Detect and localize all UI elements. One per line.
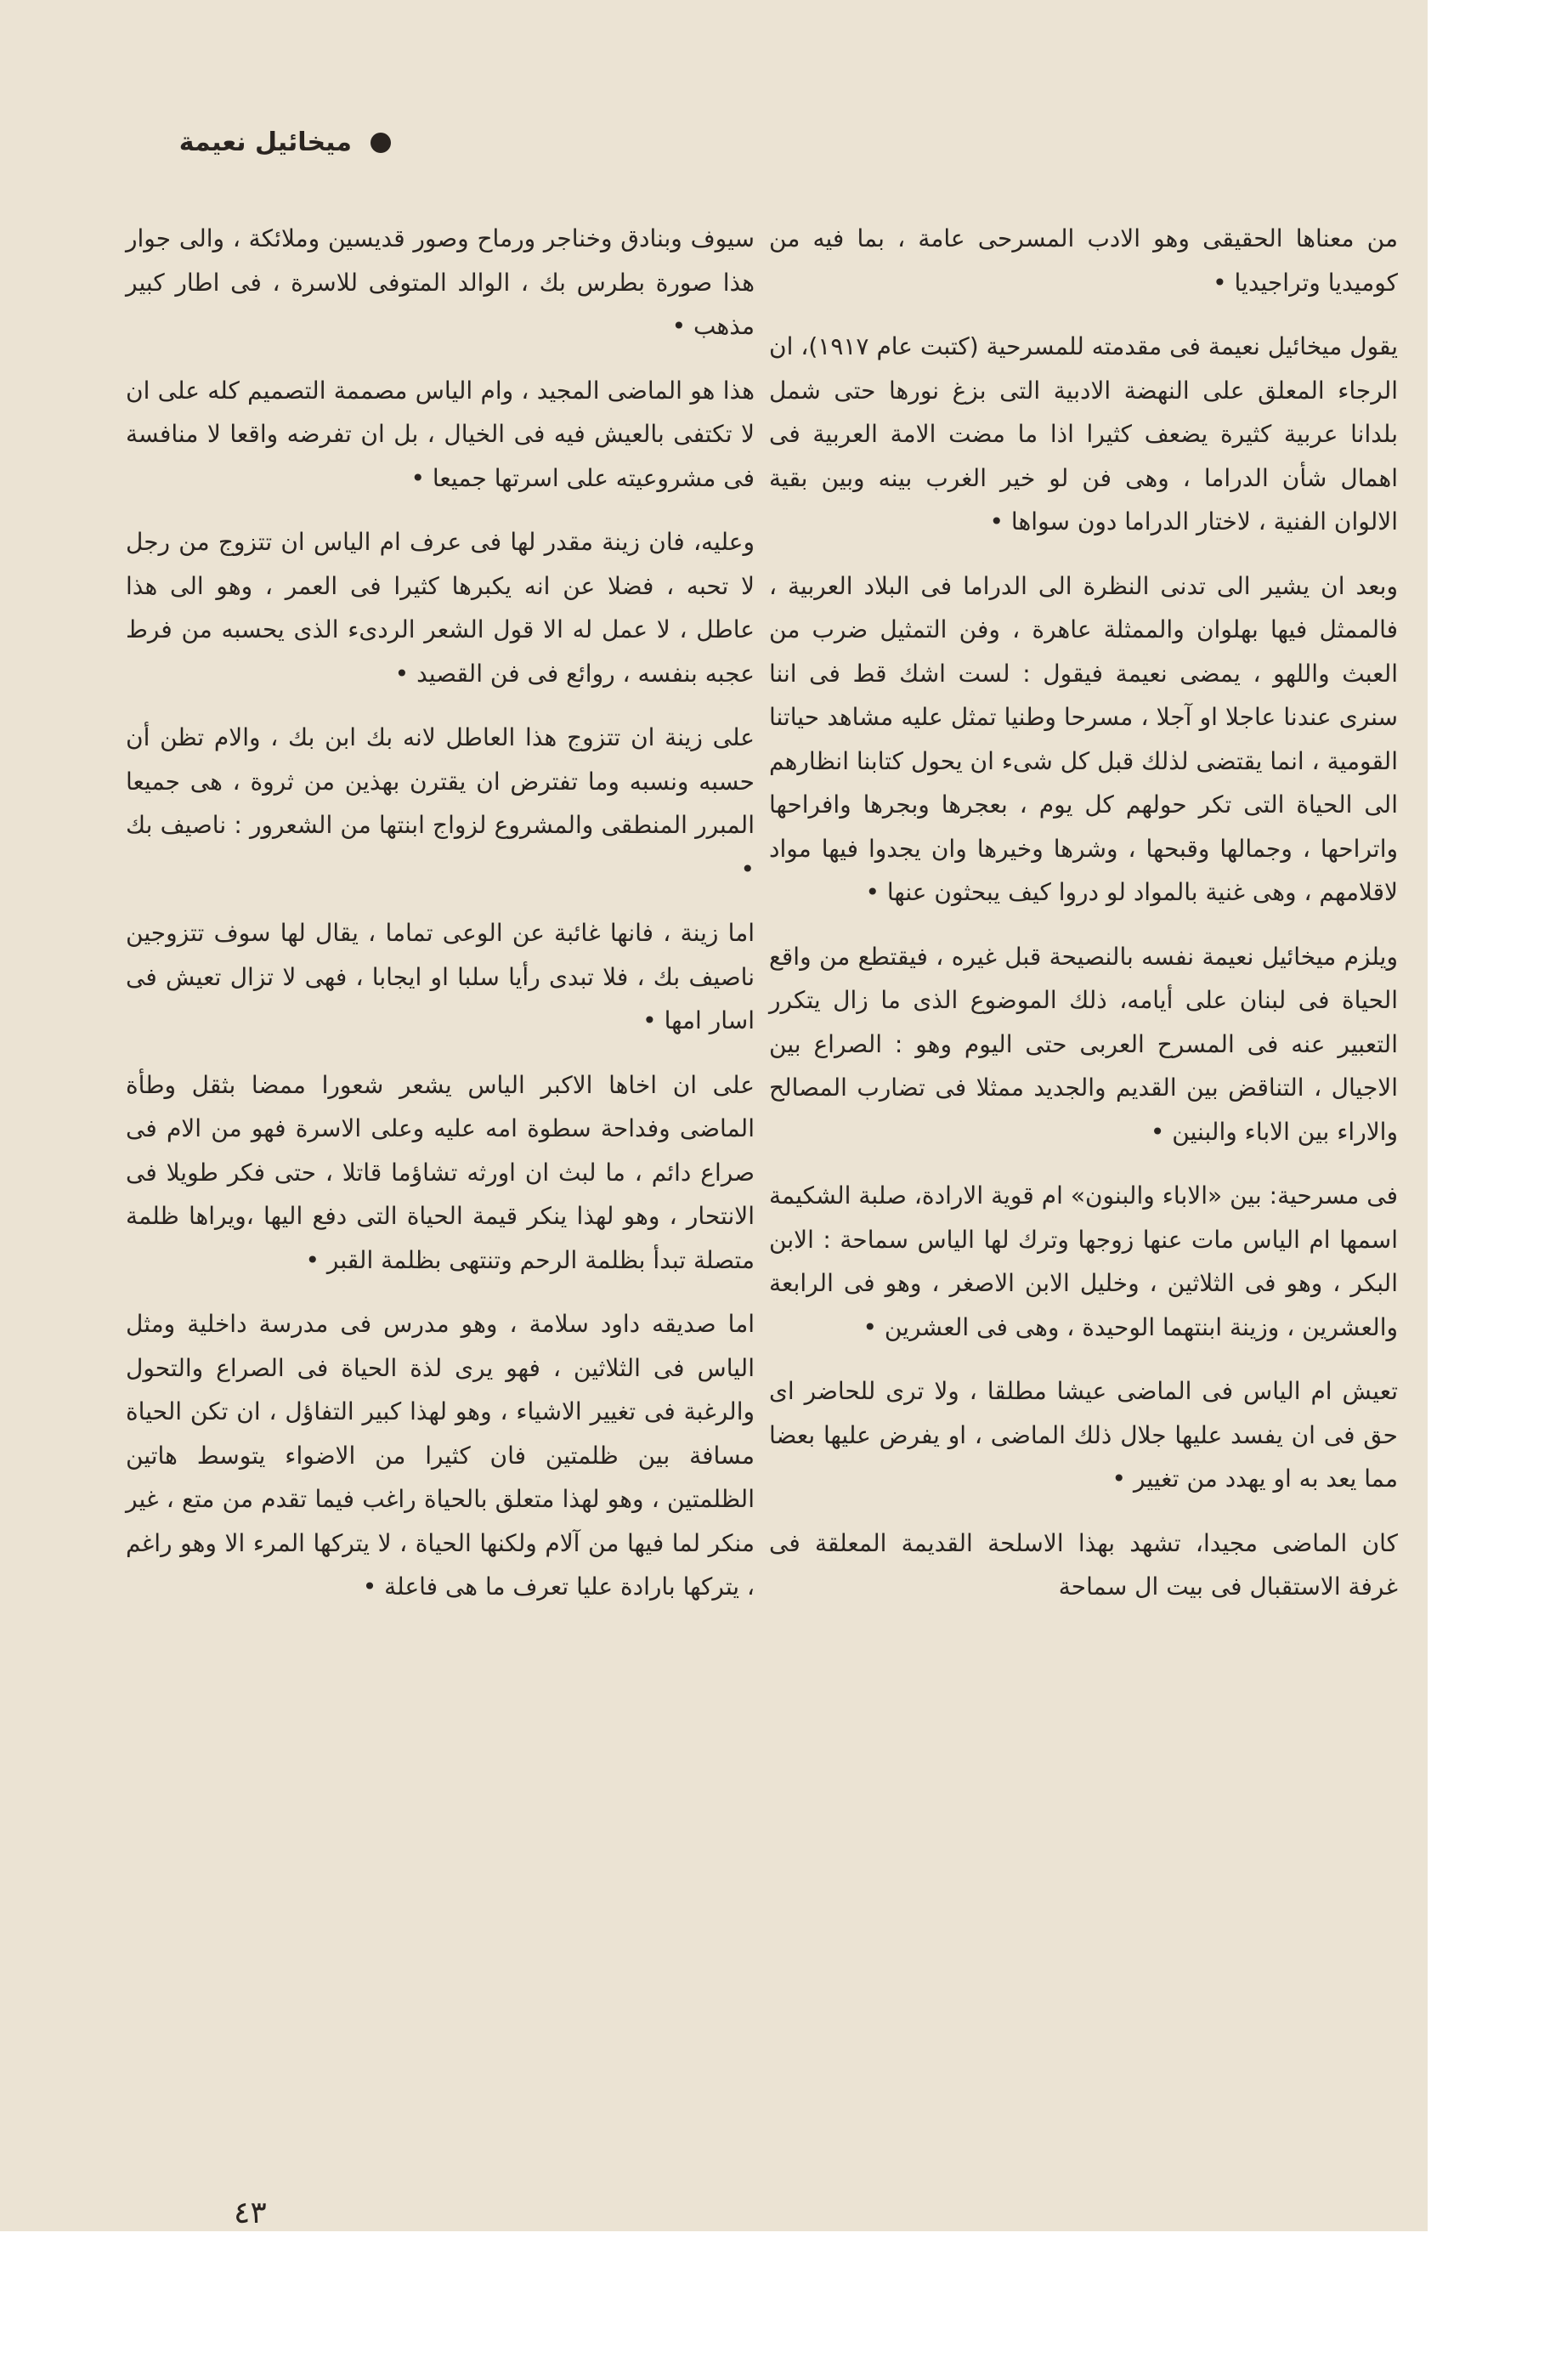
paragraph: وبعد ان يشير الى تدنى النظرة الى الدراما فى البلاد العربية ، فالممثل فيها بهلوان والممثلة عاهرة ، وفن التمثيل ضرب من العبث واللهو ، يمضى نعيمة فيقول : لست اشك قط فى اننا سنرى عندنا عاجلا او آجلا ، مسرحا وطنيا تمثل عليه مشاهد حياتنا القومية ، انما يقتضى لذلك قبل كل شىء ان يحول كتابنا انظارهم الى الحياة التى تكر حولهم كل يوم ، بعجرها وبجرها وافراحها واتراحها ، وجمالها وقبحها ، وشرها وخيرها وان يجدوا فيها مواد لاقلامهم ، وهى غنية بالمواد لو دروا كيف يبحثون عنها • [769, 571, 1398, 906]
paragraph: تعيش ام الياس فى الماضى عيشا مطلقا ، ولا ترى للحاضر اى حق فى ان يفسد عليها جلال ذلك الماضى ، او يفرض عليها بعضا مما يعد به او يهدد من تغيير • [769, 1377, 1398, 1493]
paragraph: من معناها الحقيقى وهو الادب المسرحى عامة ، بما فيه من كوميديا وتراجيديا • [769, 224, 1398, 297]
paragraph: ويلزم ميخائيل نعيمة نفسه بالنصيحة قبل غيره ، فيقتطع من واقع الحياة فى لبنان على أيامه، ذلك الموضوع الذى ما زال يتكرر التعبير عنه فى المسرح العربى حتى اليوم وهو : الصراع بين الاجيال ، التناقض بين القديم والجديد ممثلا فى تضارب المصالح والاراء بين الاباء والبنين • [769, 942, 1398, 1146]
paragraph: على زينة ان تتزوج هذا العاطل لانه بك ابن بك ، والام تظن أن حسبه ونسبه وما تفترض ان يقترن بهذين من ثروة ، هى جميعا المبرر المنطقى والمشروع لزواج ابنتها من الشعرور : ناصيف بك • [126, 723, 755, 883]
paragraph: على ان اخاها الاكبر الياس يشعر شعورا ممضا بثقل وطأة الماضى وفداحة سطوة امه عليه وعلى الاسرة فهو من الام فى صراع دائم ، ما لبث ان اورثه تشاؤما قاتلا ، حتى فكر طويلا فى الانتحار ، وهو لهذا ينكر قيمة الحياة التى دفع اليها ،ويراها ظلمة متصلة تبدأ بظلمة الرحم وتنتهى بظلمة القبر • [126, 1070, 755, 1274]
author-name: ميخائيل نعيمة [178, 128, 352, 157]
paragraph: فى مسرحية: بين «الاباء والبنون» ام قوية الارادة، صلبة الشكيمة اسمها ام الياس مات عنها زوجها وترك لها الياس سماحة : الابن البكر ، وهو فى الثلاثين ، وخليل الابن الاصغر ، وهو فى الرابعة والعشرين ، وزينة ابنتهما الوحيدة ، وهى فى العشرين • [769, 1182, 1398, 1341]
left-column [126, 217, 755, 1629]
paragraph: يقول ميخائيل نعيمة فى مقدمته للمسرحية (كتبت عام ١٩١٧)، ان الرجاء المعلق على النهضة الادبية التى بزغ نورها حتى شمل بلدانا عربية كثيرة يضعف كثيرا اذا ما مضت الامة العربية فى اهمال شأن الدراما ، وهى فن لو خير الغرب بينه وبين بقية الالوان الفنية ، لاختار الدراما دون سواها • [769, 332, 1398, 536]
paragraph: اما صديقه داود سلامة ، وهو مدرس فى مدرسة داخلية ومثل الياس فى الثلاثين ، فهو يرى لذة الحياة فى الصراع والتحول والرغبة فى تغيير الاشياء ، وهو لهذا كبير التفاؤل ، ان تكن الحياة مسافة بين ظلمتين فان كثيرا من الاضواء يتوسط هاتين الظلمتين ، وهو لهذا متعلق بالحياة راغب فيما تقدم من متع ، غير منكر لما فيها من آلام ولكنها الحياة ، لا يتركها المرء الا وهو راغم ، يتركها بارادة عليا تعرف ما هى فاعلة • [126, 1310, 755, 1601]
paragraph: سيوف وبنادق وخناجر ورماح وصور قديسين وملائكة ، والى جوار هذا صورة بطرس بك ، الوالد المتوفى للاسرة ، فى اطار كبير مذهب • [126, 224, 755, 340]
running-header [136, 128, 391, 157]
paragraph: وعليه، فان زينة مقدر لها فى عرف ام الياس ان تتزوج من رجل لا تحبه ، فضلا عن انه يكبرها كثيرا فى العمر ، وهو الى هذا عاطل ، لا عمل له الا قول الشعر الردىء الذى يحسبه من فرط عجبه بنفسه ، روائع فى فن القصيد • [126, 528, 755, 688]
paragraph: كان الماضى مجيدا، تشهد بهذا الاسلحة القديمة المعلقة فى غرفة الاستقبال فى بيت ال سماحة [769, 1528, 1398, 1601]
paragraph: هذا هو الماضى المجيد ، وام الياس مصممة التصميم كله على ان لا تكتفى بالعيش فيه فى الخيال ، بل ان تفرضه واقعا لا منافسة فى مشروعيته على اسرتها جميعا • [126, 376, 755, 492]
paragraph: اما زينة ، فانها غائبة عن الوعى تماما ، يقال لها سوف تتزوجين ناصيف بك ، فلا تبدى رأيا سلبا او ايجابا ، فهى لا تزال تعيش فى اسار امها • [126, 919, 755, 1034]
bullet-icon [371, 133, 391, 153]
page-number: ٤٣ [234, 2196, 267, 2230]
right-column [769, 217, 1398, 1629]
